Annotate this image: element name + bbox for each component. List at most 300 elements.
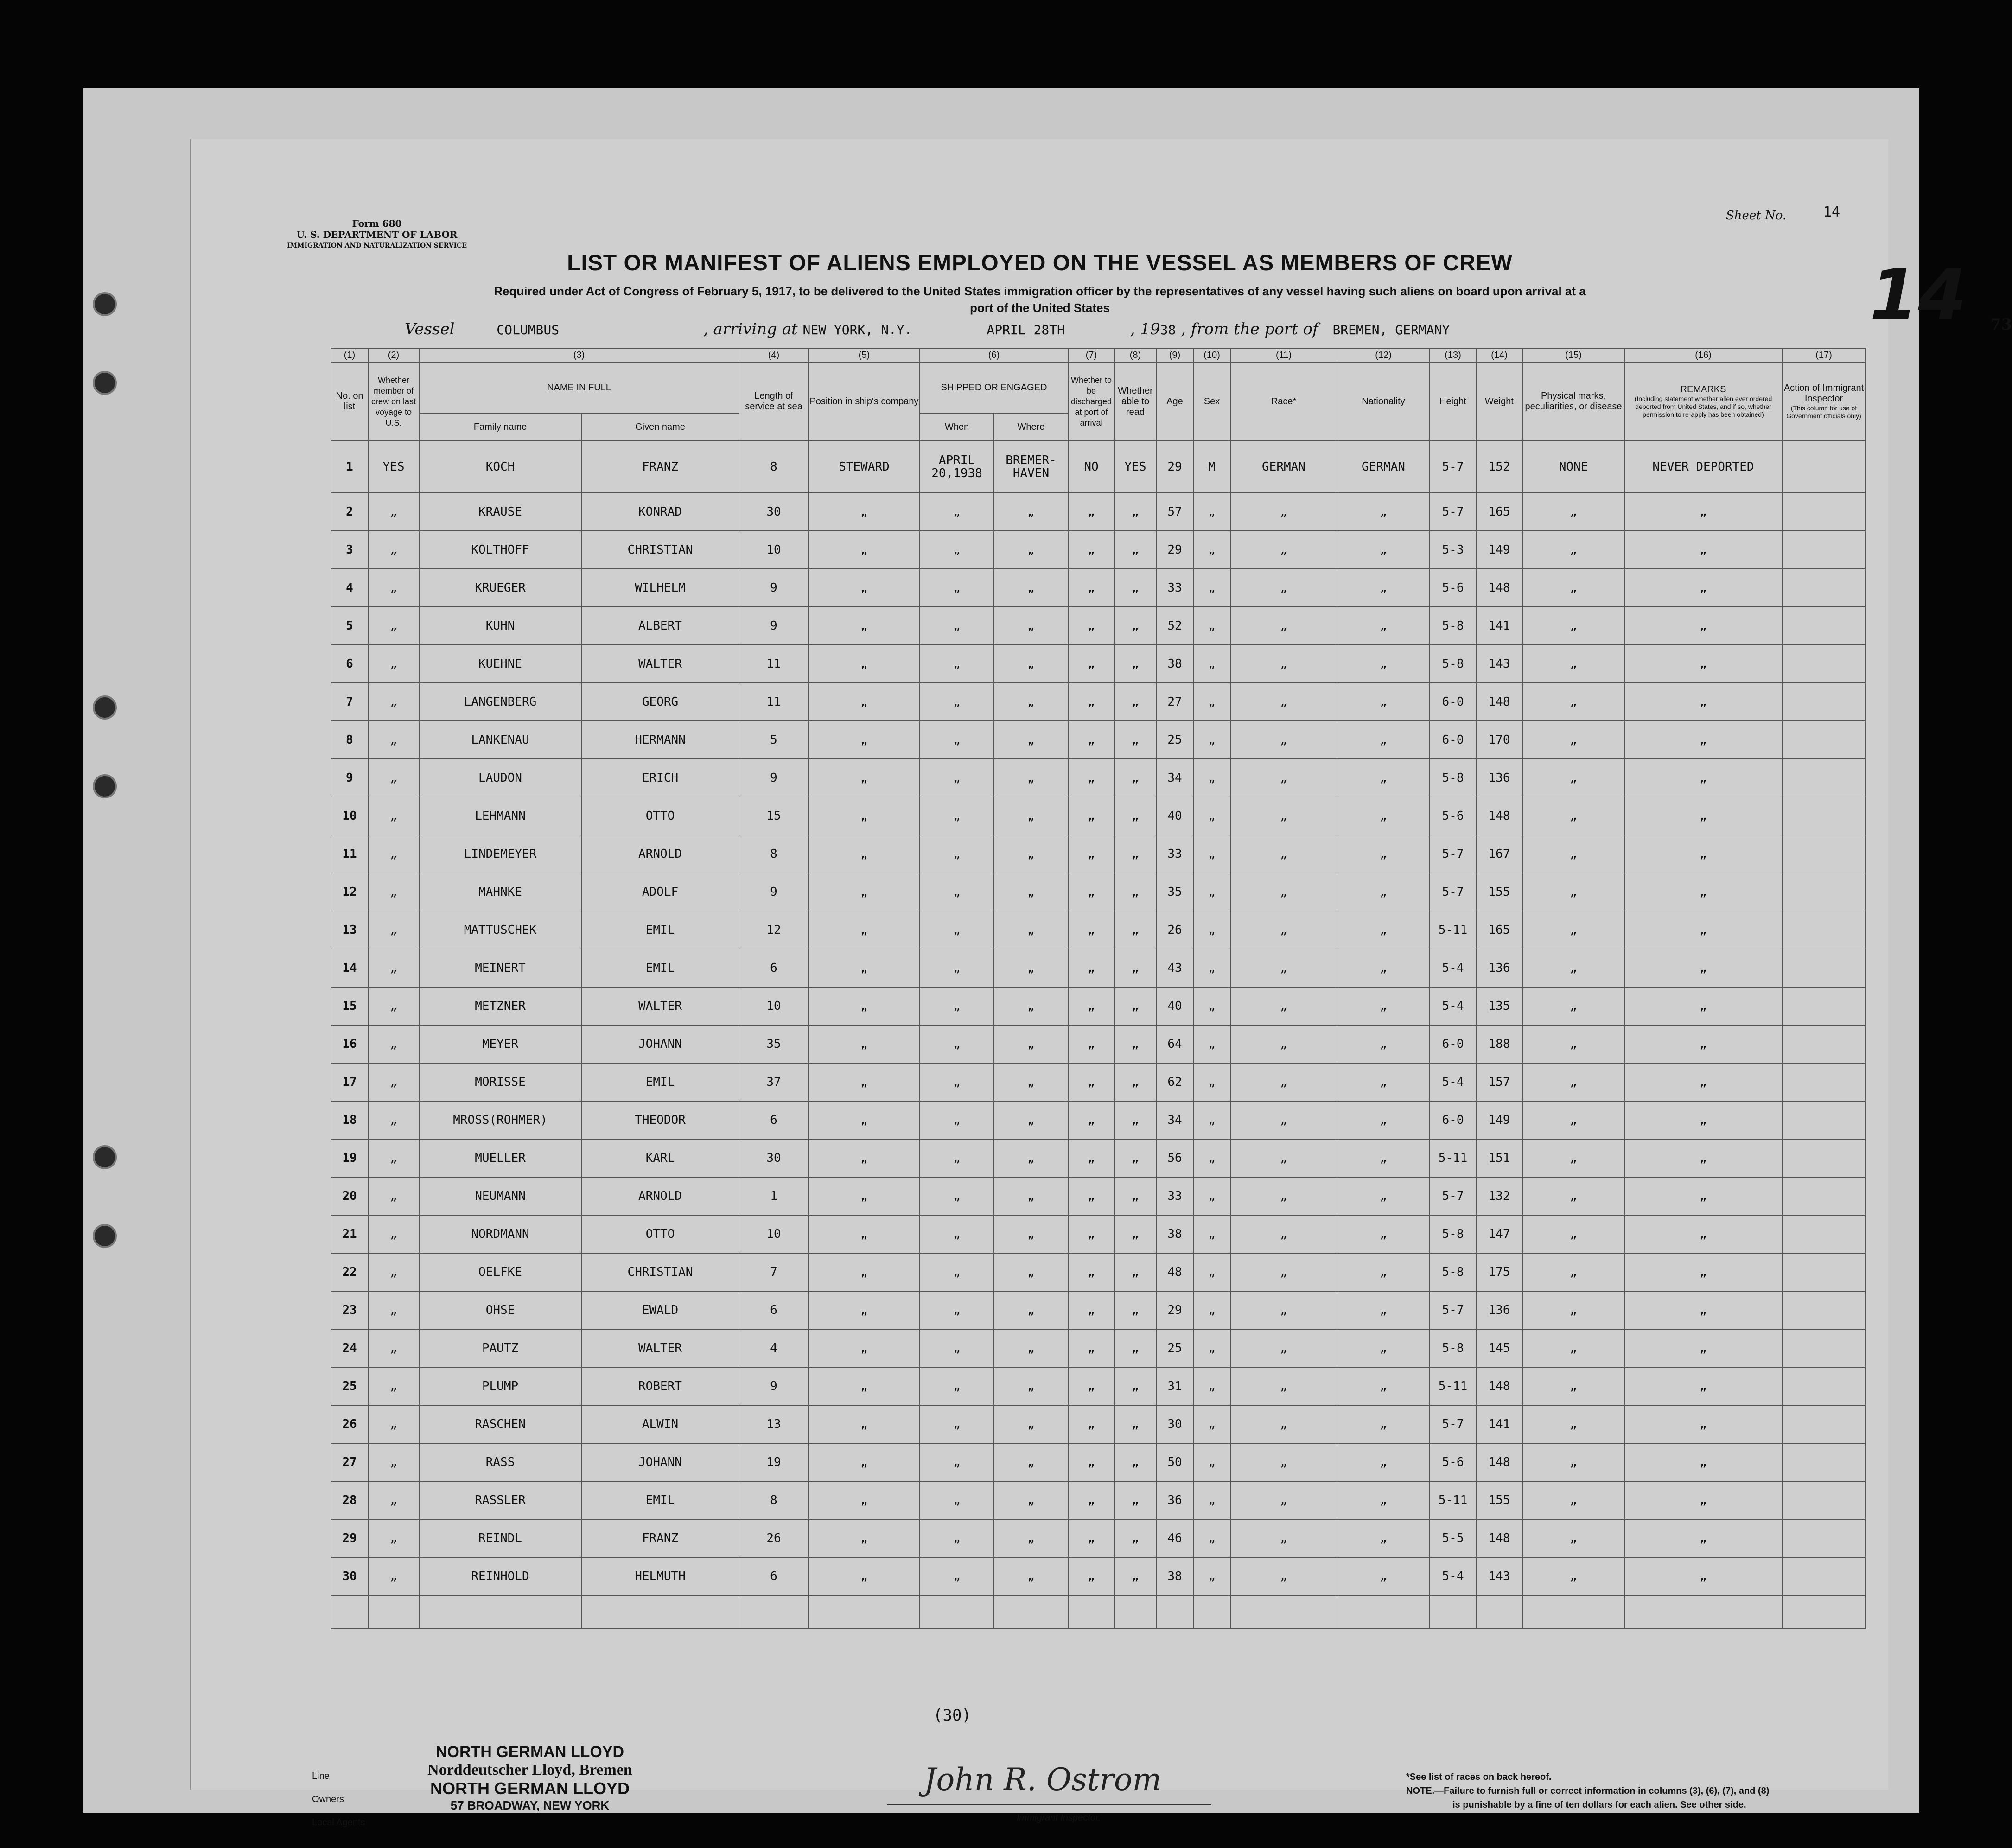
cell-action (1782, 441, 1866, 493)
cell-remarks: „ (1624, 721, 1782, 759)
cell-family-name: KUEHNE (419, 645, 581, 683)
table-row (331, 607, 1866, 645)
cell-height: 5-7 (1430, 441, 1476, 493)
cell-physical: „ (1522, 797, 1624, 835)
cell-remarks: „ (1624, 1557, 1782, 1595)
cell-discharged: „ (1068, 1101, 1114, 1139)
table-row (331, 531, 1866, 569)
cell-where: „ (994, 1329, 1068, 1367)
cell-length: 9 (739, 607, 809, 645)
cell-prior-voyage: „ (368, 1481, 419, 1519)
cell-sex: „ (1193, 683, 1230, 721)
cell-when: „ (920, 1139, 994, 1177)
cell-when: „ (920, 1215, 994, 1253)
cell-nationality: „ (1337, 1215, 1430, 1253)
cell-nationality: „ (1337, 683, 1430, 721)
cell-race: „ (1230, 835, 1337, 873)
cell-height: 5-11 (1430, 911, 1476, 949)
table-row (331, 1481, 1866, 1519)
cell-remarks: „ (1624, 949, 1782, 987)
cell-nationality: „ (1337, 987, 1430, 1025)
cell-prior-voyage: YES (368, 441, 419, 493)
cell-height: 5-8 (1430, 1215, 1476, 1253)
manifest-sheet (83, 88, 2012, 1828)
table-row (331, 911, 1866, 949)
cell-nationality: „ (1337, 531, 1430, 569)
cell-remarks: „ (1624, 911, 1782, 949)
cell-physical: „ (1522, 1253, 1624, 1291)
cell-nationality: „ (1337, 911, 1430, 949)
sheet-label: Sheet No. (1726, 209, 1787, 223)
cell-action (1782, 835, 1866, 873)
cell-action (1782, 1367, 1866, 1405)
cell-weight: 148 (1476, 1367, 1522, 1405)
cell-where: „ (994, 531, 1068, 569)
cell-weight: 141 (1476, 607, 1522, 645)
cell-able-to-read: „ (1114, 1177, 1156, 1215)
empty-cell (1430, 1595, 1476, 1629)
cell-sex: „ (1193, 759, 1230, 797)
cell-height: 5-3 (1430, 531, 1476, 569)
stamped-number: 73 (1990, 315, 2012, 334)
cell-race: „ (1230, 987, 1337, 1025)
empty-cell (1782, 1595, 1866, 1629)
cell-prior-voyage: „ (368, 1101, 419, 1139)
cell-prior-voyage: „ (368, 721, 419, 759)
cell-position: „ (809, 1101, 920, 1139)
cell-action (1782, 1177, 1866, 1215)
cell-position: STEWARD (809, 441, 920, 493)
cell-remarks: „ (1624, 1405, 1782, 1443)
cell-race: „ (1230, 645, 1337, 683)
table-row (331, 1139, 1866, 1177)
cell-family-name: RASCHEN (419, 1405, 581, 1443)
cell-where: „ (994, 1253, 1068, 1291)
cell-where: „ (994, 1405, 1068, 1443)
cell-when: „ (920, 1443, 994, 1481)
header-remarks (1624, 362, 1782, 441)
binder-hole (93, 695, 117, 720)
cell-when: „ (920, 1177, 994, 1215)
cell-sex: „ (1193, 1253, 1230, 1291)
cell-family-name: PAUTZ (419, 1329, 581, 1367)
cell-able-to-read: „ (1114, 949, 1156, 987)
cell-position: „ (809, 607, 920, 645)
cell-able-to-read: „ (1114, 759, 1156, 797)
cell-remarks: „ (1624, 1177, 1782, 1215)
cell-given-name: WALTER (581, 987, 739, 1025)
cell-prior-voyage: „ (368, 1139, 419, 1177)
cell-age: 29 (1156, 1291, 1193, 1329)
cell-sex: „ (1193, 569, 1230, 607)
cell-family-name: KRUEGER (419, 569, 581, 607)
cell-family-name: MUELLER (419, 1139, 581, 1177)
cell-discharged: „ (1068, 1367, 1114, 1405)
cell-action (1782, 569, 1866, 607)
cell-when: „ (920, 1291, 994, 1329)
cell-length: 19 (739, 1443, 809, 1481)
arrival-year: 38 (1160, 322, 1176, 338)
cell-length: 30 (739, 1139, 809, 1177)
cell-when: „ (920, 1367, 994, 1405)
cell-position: „ (809, 1215, 920, 1253)
cell-length: 37 (739, 1063, 809, 1101)
cell-height: 5-8 (1430, 645, 1476, 683)
cell-where: „ (994, 645, 1068, 683)
cell-race: „ (1230, 1481, 1337, 1519)
cell-prior-voyage: „ (368, 759, 419, 797)
cell-sex: „ (1193, 1443, 1230, 1481)
total-count-note: (30) (933, 1706, 971, 1725)
cell-nationality: „ (1337, 1063, 1430, 1101)
empty-cell (1337, 1595, 1430, 1629)
cell-height: 5-7 (1430, 1291, 1476, 1329)
cell-length: 11 (739, 683, 809, 721)
cell-physical: „ (1522, 911, 1624, 949)
cell-sex: „ (1193, 1025, 1230, 1063)
remarks-note: (Including statement whether alien ever ordered deported from United States, and if so, whether permission to re-apply has been obtained) (1634, 395, 1772, 418)
cell-prior-voyage: „ (368, 645, 419, 683)
cell-sex: „ (1193, 1177, 1230, 1215)
col-num: (11) (1230, 348, 1337, 362)
cell-nationality: „ (1337, 493, 1430, 531)
cell-race: „ (1230, 1177, 1337, 1215)
cell-sex: „ (1193, 645, 1230, 683)
cell-family-name: RASS (419, 1443, 581, 1481)
cell-prior-voyage: „ (368, 1443, 419, 1481)
cell-weight: 167 (1476, 835, 1522, 873)
table-row (331, 1329, 1866, 1367)
cell-prior-voyage: „ (368, 531, 419, 569)
cell-action (1782, 1443, 1866, 1481)
cell-height: 5-4 (1430, 1557, 1476, 1595)
cell-action (1782, 1291, 1866, 1329)
cell-remarks: „ (1624, 531, 1782, 569)
cell-prior-voyage: „ (368, 1215, 419, 1253)
cell-when: „ (920, 569, 994, 607)
col-num: (10) (1193, 348, 1230, 362)
cell-position: „ (809, 1519, 920, 1557)
cell-race: GERMAN (1230, 441, 1337, 493)
cell-race: „ (1230, 721, 1337, 759)
cell-able-to-read: „ (1114, 1253, 1156, 1291)
cell-height: 5-5 (1430, 1519, 1476, 1557)
cell-physical: „ (1522, 949, 1624, 987)
row-number: 28 (331, 1481, 368, 1519)
vessel-name: COLUMBUS (497, 322, 560, 338)
cell-age: 33 (1156, 1177, 1193, 1215)
cell-action (1782, 1253, 1866, 1291)
remarks-title: REMARKS (1680, 384, 1726, 395)
row-number: 15 (331, 987, 368, 1025)
cell-physical: „ (1522, 1481, 1624, 1519)
cell-given-name: KARL (581, 1139, 739, 1177)
arrival-date: APRIL 28TH (987, 322, 1065, 338)
table-row (331, 683, 1866, 721)
cell-height: 6-0 (1430, 721, 1476, 759)
cell-race: „ (1230, 1253, 1337, 1291)
col-num: (1) (331, 348, 368, 362)
cell-age: 43 (1156, 949, 1193, 987)
cell-family-name: OELFKE (419, 1253, 581, 1291)
cell-physical: „ (1522, 1329, 1624, 1367)
cell-when: „ (920, 835, 994, 873)
col-num: (13) (1430, 348, 1476, 362)
cell-family-name: KOLTHOFF (419, 531, 581, 569)
cell-race: „ (1230, 759, 1337, 797)
cell-where: „ (994, 1025, 1068, 1063)
binder-hole (93, 1224, 117, 1248)
header-given-name: Given name (581, 413, 739, 441)
cell-prior-voyage: „ (368, 1025, 419, 1063)
cell-when: „ (920, 645, 994, 683)
cell-action (1782, 1329, 1866, 1367)
cell-able-to-read: „ (1114, 1101, 1156, 1139)
cell-given-name: ERICH (581, 759, 739, 797)
agent-stamp (400, 1743, 660, 1813)
cell-where: „ (994, 569, 1068, 607)
cell-weight: 143 (1476, 645, 1522, 683)
cell-age: 38 (1156, 1215, 1193, 1253)
cell-weight: 151 (1476, 1139, 1522, 1177)
cell-remarks: „ (1624, 1063, 1782, 1101)
cell-action (1782, 1215, 1866, 1253)
cell-when: „ (920, 607, 994, 645)
cell-weight: 135 (1476, 987, 1522, 1025)
cell-prior-voyage: „ (368, 1253, 419, 1291)
cell-prior-voyage: „ (368, 683, 419, 721)
line-value: NORTH GERMAN LLOYD (435, 1743, 624, 1761)
cell-family-name: LANGENBERG (419, 683, 581, 721)
cell-height: 5-7 (1430, 493, 1476, 531)
cell-when: „ (920, 531, 994, 569)
cell-weight: 148 (1476, 683, 1522, 721)
cell-physical: „ (1522, 1025, 1624, 1063)
cell-physical: „ (1522, 1291, 1624, 1329)
cell-given-name: EMIL (581, 911, 739, 949)
cell-age: 64 (1156, 1025, 1193, 1063)
cell-age: 48 (1156, 1253, 1193, 1291)
cell-position: „ (809, 1253, 920, 1291)
cell-position: „ (809, 1367, 920, 1405)
cell-age: 40 (1156, 987, 1193, 1025)
cell-able-to-read: „ (1114, 873, 1156, 911)
cell-height: 6-0 (1430, 1101, 1476, 1139)
cell-physical: „ (1522, 1557, 1624, 1595)
cell-given-name: EMIL (581, 1063, 739, 1101)
cell-length: 9 (739, 759, 809, 797)
row-number: 1 (331, 441, 368, 493)
cell-prior-voyage: „ (368, 1177, 419, 1215)
cell-where: „ (994, 759, 1068, 797)
cell-sex: M (1193, 441, 1230, 493)
cell-where: „ (994, 1557, 1068, 1595)
cell-prior-voyage: „ (368, 1557, 419, 1595)
cell-weight: 165 (1476, 493, 1522, 531)
agents-value: NORTH GERMAN LLOYD (430, 1779, 630, 1798)
empty-cell (331, 1595, 368, 1629)
empty-cell (419, 1595, 581, 1629)
cell-nationality: „ (1337, 1519, 1430, 1557)
table-row (331, 1519, 1866, 1557)
cell-sex: „ (1193, 1519, 1230, 1557)
col-num: (4) (739, 348, 809, 362)
cell-length: 12 (739, 911, 809, 949)
empty-cell (1476, 1595, 1522, 1629)
cell-prior-voyage: „ (368, 1329, 419, 1367)
cell-discharged: „ (1068, 645, 1114, 683)
subtitle-line-1: Required under Act of Congress of February 5, 1917, to be delivered to the United States immigration officer by the representatives of any vessel having such aliens on board upon arrival at a (494, 284, 1586, 298)
form-number: Form 680 (352, 218, 402, 229)
cell-family-name: MROSS(ROHMER) (419, 1101, 581, 1139)
cell-able-to-read: YES (1114, 441, 1156, 493)
cell-nationality: „ (1337, 1025, 1430, 1063)
header-physical-marks: Physical marks, peculiarities, or disease (1522, 362, 1624, 441)
cell-remarks: „ (1624, 645, 1782, 683)
table-row (331, 1063, 1866, 1101)
table-row (331, 1405, 1866, 1443)
cell-prior-voyage: „ (368, 987, 419, 1025)
cell-weight: 149 (1476, 1101, 1522, 1139)
cell-family-name: LAUDON (419, 759, 581, 797)
cell-given-name: ALBERT (581, 607, 739, 645)
cell-family-name: KOCH (419, 441, 581, 493)
cell-where: „ (994, 1367, 1068, 1405)
cell-given-name: CHRISTIAN (581, 531, 739, 569)
header-able-to-read: Whether able to read (1114, 362, 1156, 441)
col-num: (2) (368, 348, 419, 362)
cell-able-to-read: „ (1114, 1519, 1156, 1557)
cell-length: 10 (739, 987, 809, 1025)
cell-given-name: JOHANN (581, 1443, 739, 1481)
cell-length: 9 (739, 873, 809, 911)
cell-given-name: HELMUTH (581, 1557, 739, 1595)
cell-given-name: ALWIN (581, 1405, 739, 1443)
row-number: 29 (331, 1519, 368, 1557)
fine-note-2: is punishable by a fine of ten dollars for each alien. See other side. (1452, 1800, 1746, 1810)
cell-discharged: „ (1068, 873, 1114, 911)
signature-line (887, 1804, 1211, 1805)
column-header-row (331, 362, 1866, 413)
cell-where: „ (994, 873, 1068, 911)
cell-able-to-read: „ (1114, 1367, 1156, 1405)
inspector-label: Immigrant Inspector. (1017, 1813, 1101, 1823)
cell-given-name: EMIL (581, 1481, 739, 1519)
cell-discharged: „ (1068, 1329, 1114, 1367)
cell-weight: 155 (1476, 873, 1522, 911)
cell-discharged: „ (1068, 607, 1114, 645)
table-row (331, 1025, 1866, 1063)
row-number: 11 (331, 835, 368, 873)
cell-age: 36 (1156, 1481, 1193, 1519)
cell-discharged: „ (1068, 759, 1114, 797)
table-row (331, 1101, 1866, 1139)
row-number: 20 (331, 1177, 368, 1215)
cell-remarks: „ (1624, 607, 1782, 645)
cell-age: 50 (1156, 1443, 1193, 1481)
cell-physical: „ (1522, 835, 1624, 873)
cell-discharged: „ (1068, 1215, 1114, 1253)
year-prefix: , 19 (1130, 320, 1160, 338)
handwritten-sheet-number: 14 (1870, 255, 1967, 336)
cell-where: „ (994, 797, 1068, 835)
cell-where: „ (994, 1139, 1068, 1177)
cell-physical: „ (1522, 1101, 1624, 1139)
cell-age: 25 (1156, 721, 1193, 759)
cell-length: 1 (739, 1177, 809, 1215)
cell-given-name: OTTO (581, 1215, 739, 1253)
cell-where: „ (994, 1101, 1068, 1139)
cell-sex: „ (1193, 1063, 1230, 1101)
cell-weight: 132 (1476, 1177, 1522, 1215)
cell-age: 57 (1156, 493, 1193, 531)
header-no-on-list: No. on list (331, 362, 368, 441)
cell-height: 5-11 (1430, 1139, 1476, 1177)
cell-remarks: „ (1624, 1367, 1782, 1405)
cell-weight: 188 (1476, 1025, 1522, 1063)
cell-age: 38 (1156, 645, 1193, 683)
cell-nationality: „ (1337, 759, 1430, 797)
cell-action (1782, 1481, 1866, 1519)
header-position: Position in ship's company (809, 362, 920, 441)
binder-hole (93, 1145, 117, 1169)
cell-weight: 149 (1476, 531, 1522, 569)
arrival-port: NEW YORK, N.Y. (802, 322, 912, 338)
cell-where: „ (994, 493, 1068, 531)
cell-remarks: „ (1624, 1481, 1782, 1519)
cell-discharged: „ (1068, 987, 1114, 1025)
cell-able-to-read: „ (1114, 721, 1156, 759)
cell-discharged: „ (1068, 569, 1114, 607)
table-row (331, 493, 1866, 531)
cell-when: „ (920, 1481, 994, 1519)
table-row (331, 441, 1866, 493)
cell-nationality: „ (1337, 1443, 1430, 1481)
cell-when: „ (920, 1101, 994, 1139)
cell-length: 9 (739, 569, 809, 607)
cell-nationality: „ (1337, 1367, 1430, 1405)
cell-length: 6 (739, 949, 809, 987)
cell-able-to-read: „ (1114, 607, 1156, 645)
cell-age: 25 (1156, 1329, 1193, 1367)
cell-where: BREMER- HAVEN (994, 441, 1068, 493)
table-row (331, 835, 1866, 873)
cell-physical: NONE (1522, 441, 1624, 493)
cell-where: „ (994, 1443, 1068, 1481)
cell-position: „ (809, 987, 920, 1025)
empty-cell (368, 1595, 419, 1629)
header-shipped-engaged: SHIPPED OR ENGAGED (920, 362, 1068, 413)
cell-position: „ (809, 721, 920, 759)
empty-cell (920, 1595, 994, 1629)
cell-discharged: „ (1068, 493, 1114, 531)
cell-discharged: „ (1068, 683, 1114, 721)
cell-discharged: „ (1068, 531, 1114, 569)
cell-discharged: „ (1068, 949, 1114, 987)
crew-table (331, 348, 1866, 1629)
cell-action (1782, 1519, 1866, 1557)
cell-race: „ (1230, 607, 1337, 645)
cell-sex: „ (1193, 1481, 1230, 1519)
header-age: Age (1156, 362, 1193, 441)
row-number: 3 (331, 531, 368, 569)
cell-age: 52 (1156, 607, 1193, 645)
cell-age: 33 (1156, 569, 1193, 607)
cell-when: „ (920, 1063, 994, 1101)
cell-race: „ (1230, 911, 1337, 949)
cell-height: 5-7 (1430, 835, 1476, 873)
cell-able-to-read: „ (1114, 835, 1156, 873)
